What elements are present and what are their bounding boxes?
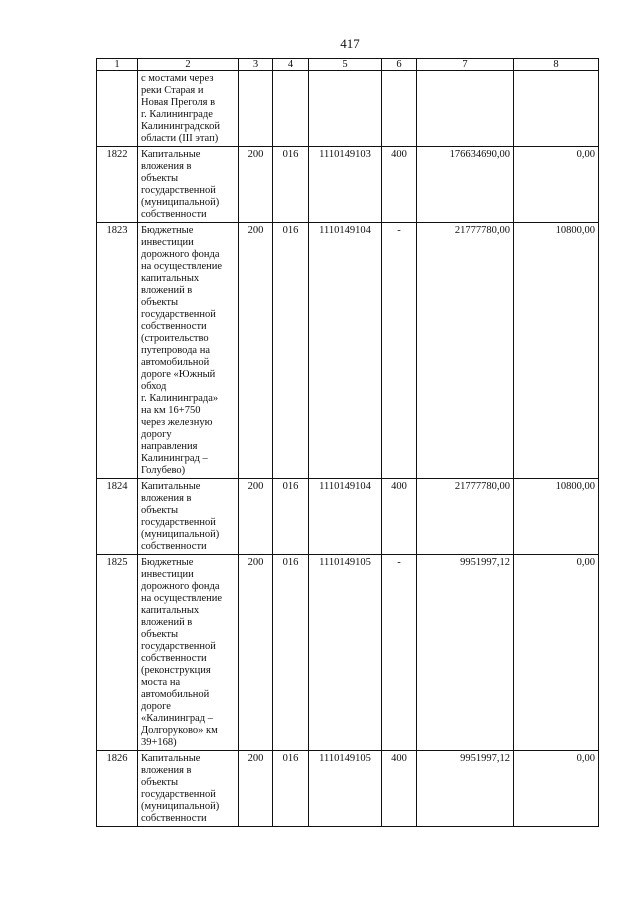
item-name-line: государственной (141, 789, 216, 800)
page-number: 417 (340, 36, 360, 51)
row-number-cell: 1823 (97, 223, 138, 479)
amount-second-cell: 0,00 (514, 147, 599, 223)
item-name-line: дорогу (141, 429, 172, 440)
item-name-line: моста на (141, 677, 181, 688)
table-row (97, 751, 599, 827)
item-name-line: объекты (141, 173, 179, 184)
item-name-line: объекты (141, 297, 179, 308)
item-name-line: области (III этап) (141, 133, 219, 144)
item-name-line: автомобильной (141, 357, 210, 368)
item-name-line: 39+168) (141, 737, 177, 748)
expense-type-cell: 400 (382, 751, 417, 827)
subsection-code-cell: 016 (273, 223, 309, 479)
column-header: 1 (97, 59, 138, 71)
item-name-line: государственной (141, 517, 216, 528)
subsection-code-cell: 016 (273, 479, 309, 555)
expense-type-cell: 400 (382, 479, 417, 555)
item-name-line: Калининград – (141, 453, 208, 464)
item-name-line: дороге (141, 701, 171, 712)
subsection-code-cell (273, 71, 309, 147)
item-name-cell (138, 71, 239, 147)
row-number-cell (97, 71, 138, 147)
item-name-line: реки Старая и (141, 85, 204, 96)
item-name-line: Капитальные (141, 481, 201, 492)
item-name-line: вложения в (141, 765, 192, 776)
column-header: 7 (417, 59, 514, 71)
item-name-line: через железную (141, 417, 213, 428)
item-name-line: вложений в (141, 285, 193, 296)
budget-table (96, 58, 599, 827)
item-name-cell (138, 751, 239, 827)
item-name-line: автомобильной (141, 689, 210, 700)
item-name-line: дорожного фонда (141, 249, 220, 260)
item-name-line: г. Калининграда» (141, 393, 219, 404)
item-name-line: Бюджетные (141, 557, 194, 568)
section-code-cell: 200 (239, 223, 273, 479)
column-header: 4 (273, 59, 309, 71)
item-name-line: (муниципальной) (141, 197, 220, 208)
target-code-cell: 1110149104 (309, 479, 382, 555)
item-name-line: государственной (141, 641, 216, 652)
item-name-line: Новая Преголя в (141, 97, 216, 108)
expense-type-cell: - (382, 223, 417, 479)
item-name-line: Капитальные (141, 753, 201, 764)
section-code-cell: 200 (239, 555, 273, 751)
table-row (97, 71, 599, 147)
item-name-line: собственности (141, 541, 207, 552)
item-name-line: собственности (141, 321, 207, 332)
item-name-line: Голубево) (141, 465, 186, 476)
item-name-line: Капитальные (141, 149, 201, 160)
item-name-cell (138, 147, 239, 223)
item-name-line: на км 16+750 (141, 405, 201, 416)
item-name-line: на осуществление (141, 261, 223, 272)
column-header: 3 (239, 59, 273, 71)
item-name-line: вложения в (141, 493, 192, 504)
column-header: 6 (382, 59, 417, 71)
section-code-cell (239, 71, 273, 147)
item-name-line: (муниципальной) (141, 529, 220, 540)
item-name-line: г. Калининграде (141, 109, 213, 120)
table-row (97, 479, 599, 555)
amount-second-cell: 10800,00 (514, 223, 599, 479)
item-name-line: Бюджетные (141, 225, 194, 236)
item-name-line: Долгоруково» км (141, 725, 218, 736)
item-name-line: дороге «Южный (141, 369, 216, 380)
item-name-line: собственности (141, 209, 207, 220)
item-name-line: (муниципальной) (141, 801, 220, 812)
item-name-line: на осуществление (141, 593, 223, 604)
item-name-line: объекты (141, 505, 179, 516)
item-name-line: объекты (141, 629, 179, 640)
item-name-cell (138, 479, 239, 555)
item-name-line: «Калининград – (141, 713, 214, 724)
row-number-cell: 1825 (97, 555, 138, 751)
subsection-code-cell: 016 (273, 147, 309, 223)
subsection-code-cell: 016 (273, 751, 309, 827)
amount-cell: 9951997,12 (417, 555, 514, 751)
table-row (97, 223, 599, 479)
column-header: 8 (514, 59, 599, 71)
subsection-code-cell: 016 (273, 555, 309, 751)
item-name-line: капитальных (141, 605, 200, 616)
column-header: 5 (309, 59, 382, 71)
amount-cell (417, 71, 514, 147)
header-row (97, 59, 599, 71)
item-name-line: обход (141, 381, 167, 392)
item-name-line: вложений в (141, 617, 193, 628)
amount-second-cell: 10800,00 (514, 479, 599, 555)
expense-type-cell (382, 71, 417, 147)
row-number-cell: 1826 (97, 751, 138, 827)
amount-second-cell (514, 71, 599, 147)
item-name-line: (реконструкция (141, 665, 211, 676)
target-code-cell: 1110149105 (309, 555, 382, 751)
target-code-cell (309, 71, 382, 147)
item-name-line: государственной (141, 309, 216, 320)
section-code-cell: 200 (239, 147, 273, 223)
amount-second-cell: 0,00 (514, 555, 599, 751)
amount-cell: 21777780,00 (417, 479, 514, 555)
item-name-line: собственности (141, 813, 207, 824)
column-header: 2 (138, 59, 239, 71)
item-name-line: инвестиции (141, 569, 194, 580)
item-name-line: (строительство (141, 333, 209, 344)
item-name-line: инвестиции (141, 237, 194, 248)
item-name-line: объекты (141, 777, 179, 788)
amount-second-cell: 0,00 (514, 751, 599, 827)
target-code-cell: 1110149103 (309, 147, 382, 223)
section-code-cell: 200 (239, 479, 273, 555)
row-number-cell: 1822 (97, 147, 138, 223)
item-name-line: государственной (141, 185, 216, 196)
target-code-cell: 1110149105 (309, 751, 382, 827)
amount-cell: 176634690,00 (417, 147, 514, 223)
table-row (97, 555, 599, 751)
item-name-line: Калининградской (141, 121, 220, 132)
expense-type-cell: - (382, 555, 417, 751)
item-name-line: путепровода на (141, 345, 210, 356)
table-row (97, 147, 599, 223)
amount-cell: 9951997,12 (417, 751, 514, 827)
section-code-cell: 200 (239, 751, 273, 827)
row-number-cell: 1824 (97, 479, 138, 555)
item-name-cell (138, 223, 239, 479)
table-body (97, 71, 599, 827)
item-name-line: вложения в (141, 161, 192, 172)
item-name-cell (138, 555, 239, 751)
item-name-line: дорожного фонда (141, 581, 220, 592)
item-name-line: направления (141, 441, 198, 452)
item-name-line: капитальных (141, 273, 200, 284)
item-name-line: с мостами через (141, 73, 214, 84)
amount-cell: 21777780,00 (417, 223, 514, 479)
expense-type-cell: 400 (382, 147, 417, 223)
target-code-cell: 1110149104 (309, 223, 382, 479)
item-name-line: собственности (141, 653, 207, 664)
